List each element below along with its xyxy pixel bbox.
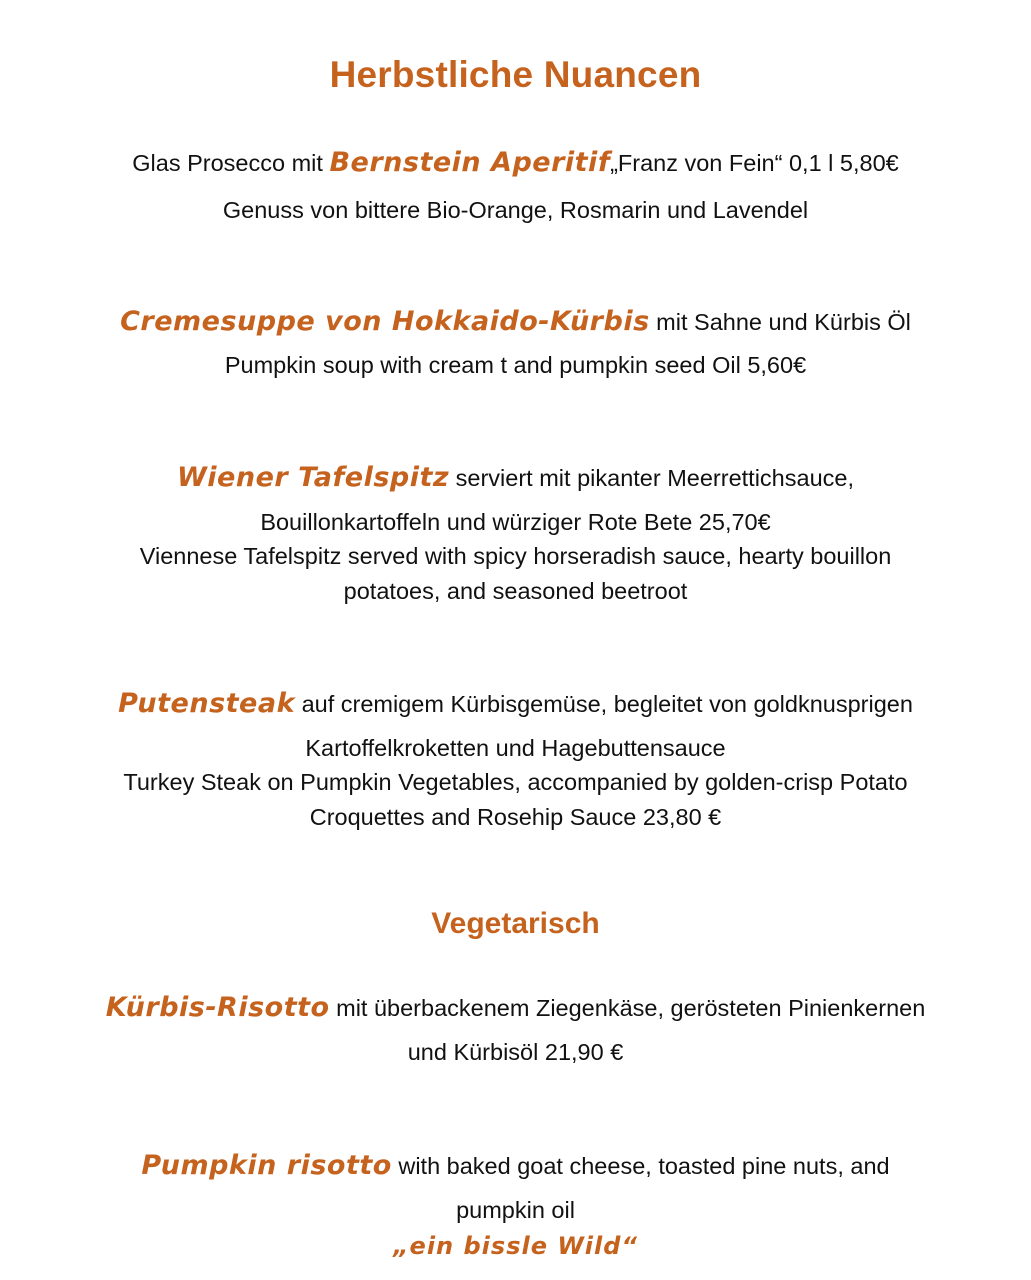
soup-rest: mit Sahne und Kürbis Öl bbox=[649, 309, 911, 335]
soup-english: Pumpkin soup with cream t and pumpkin seed Oil 5,60€ bbox=[224, 352, 807, 378]
tafelspitz-english2: potatoes, and seasoned beetroot bbox=[343, 578, 688, 604]
aperitif-description: Genuss von bittere Bio-Orange, Rosmarin und Lavendel bbox=[222, 197, 809, 223]
tafelspitz-rest: serviert mit pikanter Meerrettichsauce, bbox=[449, 465, 854, 491]
risotto-line bbox=[0, 993, 1031, 1023]
putensteak-line2: Kartoffelkroketten und Hagebuttensauce bbox=[305, 735, 726, 761]
risotto-en-name: Pumpkin risotto bbox=[141, 1150, 392, 1181]
menu-title: Herbstliche Nuancen bbox=[329, 54, 702, 95]
tafelspitz-line bbox=[0, 463, 1031, 493]
aperitif-line bbox=[0, 148, 1031, 178]
putensteak-english2: Croquettes and Rosehip Sauce 23,80 € bbox=[309, 804, 722, 830]
risotto-name: Kürbis-Risotto bbox=[105, 992, 330, 1023]
risotto-en-line2: pumpkin oil bbox=[456, 1197, 575, 1223]
risotto-line2: und Kürbisöl 21,90 € bbox=[407, 1039, 624, 1065]
putensteak-name: Putensteak bbox=[118, 688, 296, 719]
aperitif-name: Bernstein Aperitif bbox=[329, 147, 611, 178]
tafelspitz-english1: Viennese Tafelspitz served with spicy horseradish sauce, hearty bouillon bbox=[139, 543, 892, 569]
soup-name: Cremesuppe von Hokkaido-Kürbis bbox=[120, 306, 650, 337]
aperitif-rest: „Franz von Fein“ 0,1 l 5,80€ bbox=[610, 150, 899, 176]
soup-line bbox=[0, 307, 1031, 337]
tafelspitz-line2: Bouillonkartoffeln und würziger Rote Bete 25,70€ bbox=[260, 509, 771, 535]
vegetarian-heading: Vegetarisch bbox=[431, 907, 600, 940]
wild-heading: „ein bissle Wild“ bbox=[393, 1232, 638, 1260]
risotto-en-rest: with baked goat cheese, toasted pine nuts, and bbox=[391, 1153, 890, 1179]
putensteak-line bbox=[0, 689, 1031, 719]
putensteak-rest: auf cremigem Kürbisgemüse, begleitet von goldknusprigen bbox=[295, 691, 913, 717]
tafelspitz-name: Wiener Tafelspitz bbox=[177, 462, 450, 493]
aperitif-lead: Glas Prosecco mit bbox=[132, 150, 330, 176]
risotto-rest: mit überbackenem Ziegenkäse, gerösteten Pinienkernen bbox=[329, 995, 926, 1021]
risotto-en-line bbox=[0, 1151, 1031, 1181]
putensteak-english1: Turkey Steak on Pumpkin Vegetables, accompanied by golden-crisp Potato bbox=[123, 769, 908, 795]
